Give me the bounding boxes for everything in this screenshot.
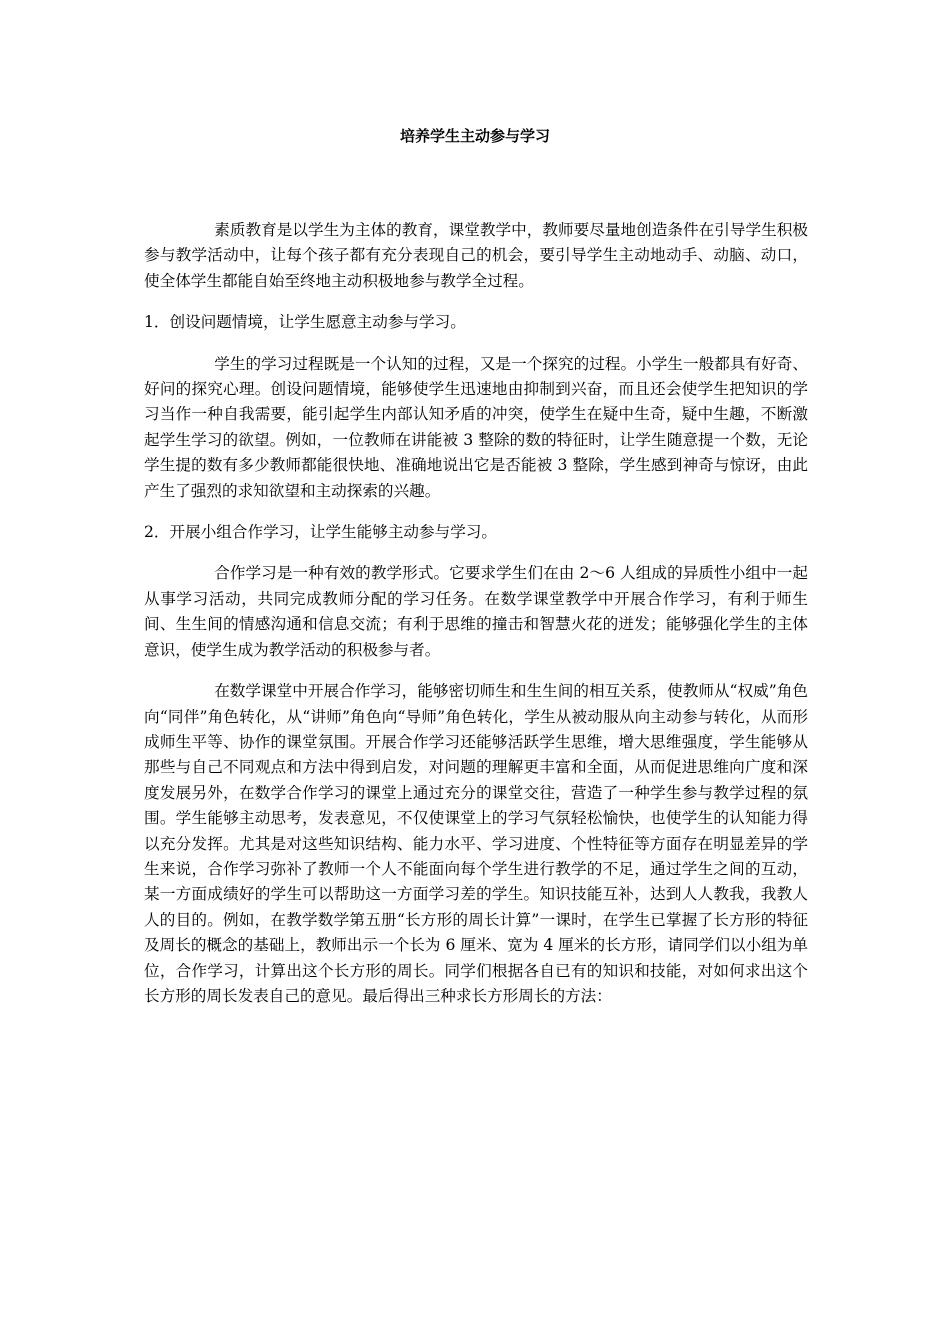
section-2-paragraph-1: 合作学习是一种有效的教学形式。它要求学生们在由 2～6 人组成的异质性小组中一起从事学习活动，共同完成教师分配的学习任务。在数学课堂教学中开展合作学习，有利于师生间、生生间的情感沟通和信息交流；有利于思维的撞击和智慧火花的迸发；能够强化学生的主体意识，使学生成为教学活动的积极参与者。	[144, 564, 808, 659]
section-2-paragraph-2: 在数学课堂中开展合作学习，能够密切师生和生生间的相互关系，使教师从“权威”角色向“同伴”角色转化，从“讲师”角色向“导师”角色转化，学生从被动服从向主动参与转化，从而形成师生平等、协作的课堂氛围。开展合作学习还能够活跃学生思维，增大思维强度，学生能够从那些与自己不同观点和方法中得到启发，对问题的理解更丰富和全面，从而促进思维向广度和深度发展另外，在数学合作学习的课堂上通过充分的课堂交往，营造了一种学生参与教学过程的氛围。学生能够主动思考，发表意见，不仅使课堂上的学习气氛轻松愉快，也使学生的认知能力得以充分发挥。尤其是对这些知识结构、能力水平、学习进度、个性特征等方面存在明显差异的学生来说，合作学习弥补了教师一个人不能面向每个学生进行教学的不足，通过学生之间的互动，某一方面成绩好的学生可以帮助这一方面学习差的学生。知识技能互补，达到人人教我，我教人人的目的。例如，在教学数学第五册“长方形的周长计算”一课时，在学生已掌握了长方形的特征及周长的概念的基础上，教师出示一个长为 6 厘米、宽为 4 厘米的长方形，请同学们以小组为单位，合作学习，计算出这个长方形的周长。同学们根据各自已有的知识和技能，对如何求出这个长方形的周长发表自己的意见。最后得出三种求长方形周长的方法：	[144, 682, 808, 1005]
section-heading-1: 1．创设问题情境，让学生愿意主动参与学习。	[144, 313, 466, 332]
document-title: 培养学生主动参与学习	[399, 127, 550, 145]
section-1-paragraph: 学生的学习过程既是一个认知的过程，又是一个探究的过程。小学生一般都具有好奇、好问的探究心理。创设问题情境，能够使学生迅速地由抑制到兴奋，而且还会使学生把知识的学习当作一种自我需要，能引起学生内部认知矛盾的冲突，使学生在疑中生奇，疑中生趣，不断激起学生学习的欲望。例如，一位教师在讲能被 3 整除的数的特征时，让学生随意提一个数，无论学生提的数有多少教师都能很快地、准确地说出它是否能被 3 整除，学生感到神奇与惊讶，由此产生了强烈的求知欲望和主动探索的兴趣。	[144, 354, 808, 500]
intro-paragraph: 素质教育是以学生为主体的教育，课堂教学中，教师要尽量地创造条件在引导学生积极参与教学活动中，让每个孩子都有充分表现自己的机会，要引导学生主动地动手、动脑、动口，使全体学生都能自始至终地主动积极地参与教学全过程。	[144, 221, 808, 290]
section-heading-2: 2．开展小组合作学习，让学生能够主动参与学习。	[144, 523, 497, 542]
document-body	[144, 218, 808, 1009]
